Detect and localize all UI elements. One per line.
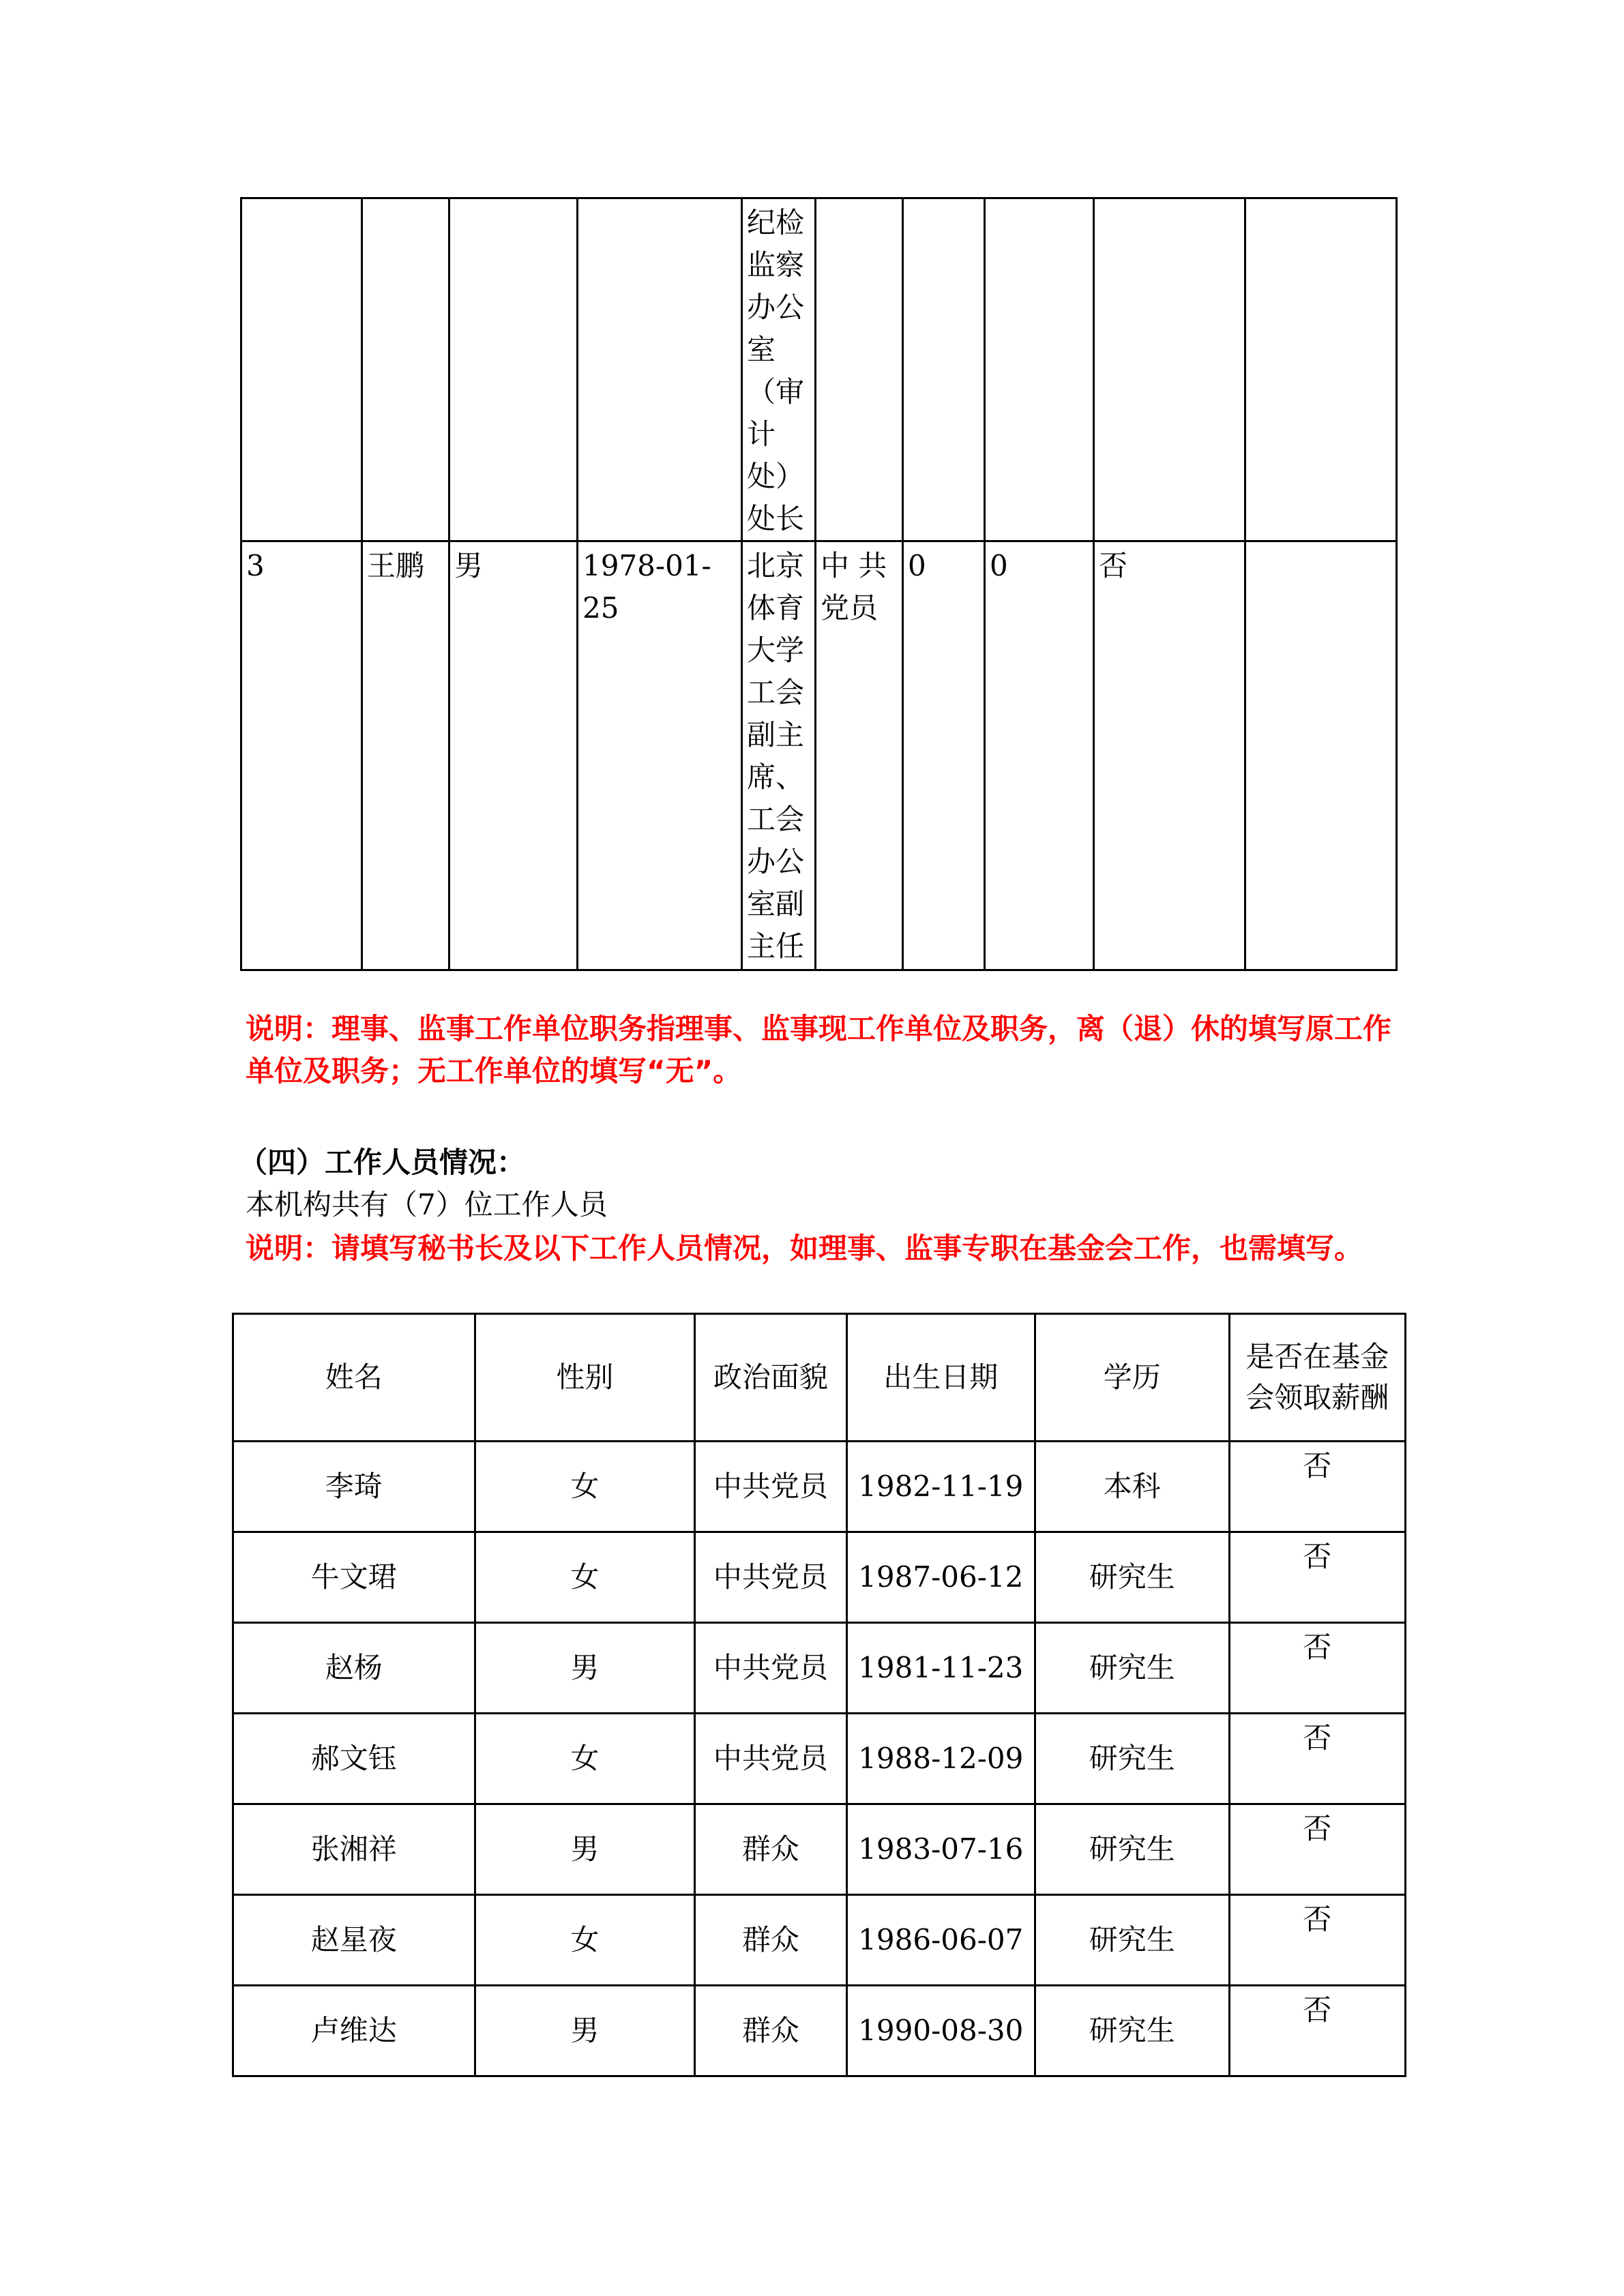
note-staff: 说明：请填写秘书长及以下工作人员情况，如理事、监事专职在基金会工作，也需填写。 <box>246 1232 1363 1265</box>
header-gender: 性别 <box>475 1314 695 1442</box>
cell-birth-date: 1986-06-07 <box>846 1895 1035 1986</box>
cell-education: 研究生 <box>1035 1714 1229 1804</box>
table-row <box>233 1986 1406 2076</box>
cell-paid: 否 <box>1229 1442 1406 1532</box>
header-name: 姓名 <box>233 1314 475 1442</box>
cell-no <box>241 198 362 541</box>
cell-education: 研究生 <box>1035 1623 1229 1714</box>
cell-education: 研究生 <box>1035 1986 1229 2076</box>
cell-birth-date: 1981-11-23 <box>846 1623 1035 1714</box>
header-paid: 是否在基金会领取薪酬 <box>1229 1314 1406 1442</box>
table-row <box>241 541 1397 970</box>
cell-political-status <box>816 198 903 541</box>
section-title: （四）工作人员情况： <box>239 1146 526 1179</box>
cell-education: 研究生 <box>1035 1804 1229 1895</box>
cell-name: 李琦 <box>233 1442 475 1532</box>
cell-political-status: 中共党员 <box>695 1714 846 1804</box>
cell-education: 研究生 <box>1035 1532 1229 1623</box>
cell-gender: 男 <box>475 1804 695 1895</box>
cell-gender: 男 <box>449 541 578 970</box>
cell-education: 本科 <box>1035 1442 1229 1532</box>
table-row <box>233 1442 1406 1532</box>
cell-paid: 否 <box>1229 1804 1406 1895</box>
cell-political-status: 中共党员 <box>695 1442 846 1532</box>
cell-no: 3 <box>241 541 362 970</box>
cell-gender: 女 <box>475 1714 695 1804</box>
table-row <box>241 198 1397 541</box>
cell-col7 <box>903 198 985 541</box>
cell-col10 <box>1245 198 1397 541</box>
cell-birth-date <box>578 198 742 541</box>
cell-name: 赵星夜 <box>233 1895 475 1986</box>
staff-count-text: 本机构共有（7）位工作人员 <box>246 1188 608 1221</box>
position-text: 纪检监察办公室（审计处）处长 <box>747 206 805 535</box>
cell-paid: 否 <box>1229 1895 1406 1986</box>
cell-position <box>742 198 816 541</box>
table-row <box>233 1804 1406 1895</box>
cell-education: 研究生 <box>1035 1895 1229 1986</box>
position-text: 北京体育大学工会副主席、工会办公室副主任 <box>747 549 805 963</box>
cell-paid: 否 <box>1229 1623 1406 1714</box>
note-board-positions: 说明：理事、监事工作单位职务指理事、监事现工作单位及职务，离（退）休的填写原工作单位及职务；无工作单位的填写“无”。 <box>246 1012 1392 1088</box>
cell-name: 张湘祥 <box>233 1804 475 1895</box>
cell-gender: 男 <box>475 1623 695 1714</box>
cell-name <box>362 198 449 541</box>
cell-political-status: 群众 <box>695 1895 846 1986</box>
staff-table <box>232 1313 1406 2077</box>
cell-name: 牛文珺 <box>233 1532 475 1623</box>
cell-name: 王鹏 <box>362 541 449 970</box>
cell-gender <box>449 198 578 541</box>
cell-birth-date: 1987-06-12 <box>846 1532 1035 1623</box>
cell-political-status: 群众 <box>695 1986 846 2076</box>
cell-col9 <box>1094 198 1245 541</box>
staff-table-body <box>233 1442 1406 2076</box>
cell-paid: 否 <box>1229 1986 1406 2076</box>
cell-birth-date: 1978-01-25 <box>578 541 742 970</box>
cell-gender: 女 <box>475 1532 695 1623</box>
cell-gender: 女 <box>475 1895 695 1986</box>
board-table <box>240 197 1398 971</box>
cell-name: 卢维达 <box>233 1986 475 2076</box>
cell-gender: 女 <box>475 1442 695 1532</box>
header-political-status: 政治面貌 <box>695 1314 846 1442</box>
cell-paid: 否 <box>1229 1532 1406 1623</box>
cell-position <box>742 541 816 970</box>
political-status-text: 中 共党员 <box>821 549 887 625</box>
cell-gender: 男 <box>475 1986 695 2076</box>
cell-birth-date: 1983-07-16 <box>846 1804 1035 1895</box>
table-row <box>233 1532 1406 1623</box>
table-row <box>233 1714 1406 1804</box>
cell-political-status: 中共党员 <box>695 1532 846 1623</box>
cell-birth-date: 1988-12-09 <box>846 1714 1035 1804</box>
cell-col9: 否 <box>1094 541 1245 970</box>
header-education: 学历 <box>1035 1314 1229 1442</box>
cell-political-status <box>816 541 903 970</box>
cell-birth-date: 1990-08-30 <box>846 1986 1035 2076</box>
cell-col7: 0 <box>903 541 985 970</box>
cell-birth-date: 1982-11-19 <box>846 1442 1035 1532</box>
cell-col8: 0 <box>985 541 1094 970</box>
cell-political-status: 中共党员 <box>695 1623 846 1714</box>
cell-paid: 否 <box>1229 1714 1406 1804</box>
table-row <box>233 1895 1406 1986</box>
cell-col10 <box>1245 541 1397 970</box>
staff-table-header <box>233 1314 1406 1442</box>
cell-name: 郝文钰 <box>233 1714 475 1804</box>
table-row <box>233 1623 1406 1714</box>
cell-name: 赵杨 <box>233 1623 475 1714</box>
cell-col8 <box>985 198 1094 541</box>
header-birth-date: 出生日期 <box>846 1314 1035 1442</box>
cell-political-status: 群众 <box>695 1804 846 1895</box>
